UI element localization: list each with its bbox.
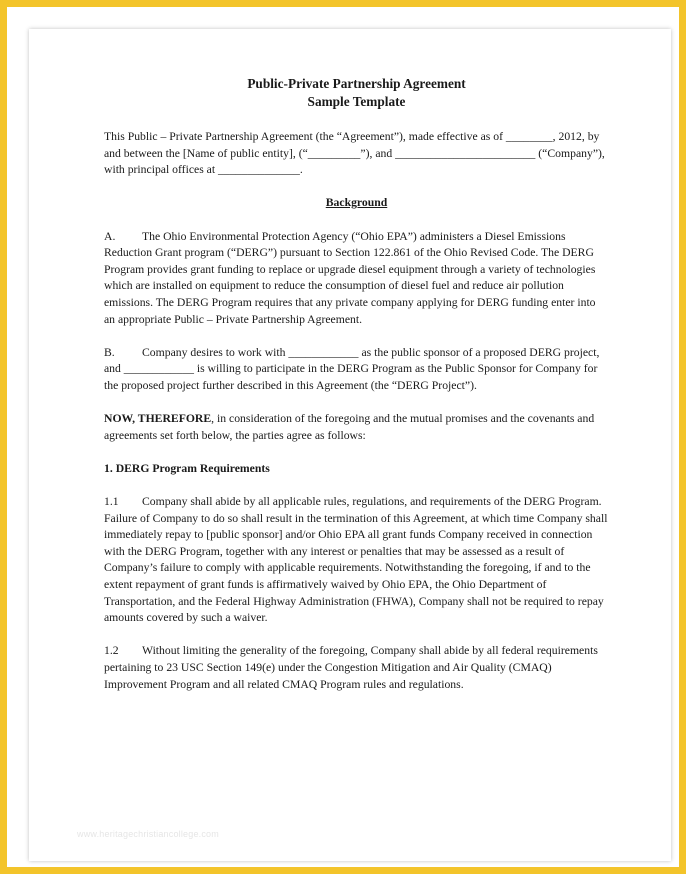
paragraph-a-text: The Ohio Environmental Protection Agency (“Ohio EPA”) administers a Diesel Emissions Reduction Grant program (“DERG”) pursuant to Section 122.861 of the Ohio Revised Code. The DERG Program provides grant funding to replace or upgrade diesel equipment through a variety of technologies which are installed on equipment to reduce the consumption of diesel fuel and reduce air pollution emissions. The DERG Program requires that any private company applying for DERG funding enter into an appropriate Public – Private Partnership Agreement. (104, 229, 596, 326)
title-line-2: Sample Template (307, 94, 406, 109)
paragraph-1-1 (104, 494, 609, 627)
paragraph-1-1-text: Company shall abide by all applicable rules, regulations, and requirements of the DERG Program. Failure of Company to do so shall result in the termination of this Agreement, at which time Company shall immediately repay to [public sponsor] and/or Ohio EPA all grant funds Company received in connection with the DERG Program, together with any interest or penalties that may be assessed as a result of Company’s failure to comply with applicable requirements. Notwithstanding the foregoing, if and to the extent repayment of grant funds is affirmatively waived by Ohio EPA, the Ohio Department of Transportation, and the Federal Highway Administration (FHWA), Company shall not be required to repay amounts covered by such a waiver. (104, 495, 608, 625)
section-1-heading: 1. DERG Program Requirements (104, 461, 270, 475)
watermark-text: www.heritagechristiancollege.com (77, 829, 219, 839)
document-title (104, 75, 609, 111)
paragraph-b (104, 345, 609, 395)
paragraph-1-1-label: 1.1 (104, 495, 119, 509)
paragraph-1-2 (104, 643, 609, 693)
paragraph-a (104, 229, 609, 329)
paragraph-1-2-label: 1.2 (104, 644, 119, 658)
paragraph-1-2-text: Without limiting the generality of the foregoing, Company shall abide by all federal requirements pertaining to 23 USC Section 149(e) under the Congestion Mitigation and Air Quality (CMAQ) Improvement Program and all related CMAQ Program rules and regulations. (104, 644, 598, 691)
paragraph-b-label: B. (104, 345, 115, 359)
background-heading: Background (325, 196, 388, 210)
document-page (29, 29, 671, 861)
now-therefore-paragraph (104, 411, 609, 444)
title-line-1: Public-Private Partnership Agreement (247, 76, 466, 91)
intro-paragraph: This Public – Private Partnership Agreement (the “Agreement”), made effective as of ________, 2012, by and between the [Name of public entity], (“_________”), and ________________________ (“Company”), with principal offices at ______________. (104, 130, 605, 177)
paragraph-a-label: A. (104, 229, 116, 243)
now-therefore-text: , in consideration of the foregoing and the mutual promises and the covenants and agreements set forth below, the parties agree as follows: (104, 412, 595, 442)
document-body (104, 75, 609, 693)
paragraph-b-text: Company desires to work with ____________ as the public sponsor of a proposed DERG project, and ____________ is willing to participate in the DERG Program as the Public Sponsor for Company for the proposed project further described in this Agreement (the “DERG Project”). (104, 345, 600, 392)
now-therefore-lead: NOW, THEREFORE (104, 412, 212, 426)
